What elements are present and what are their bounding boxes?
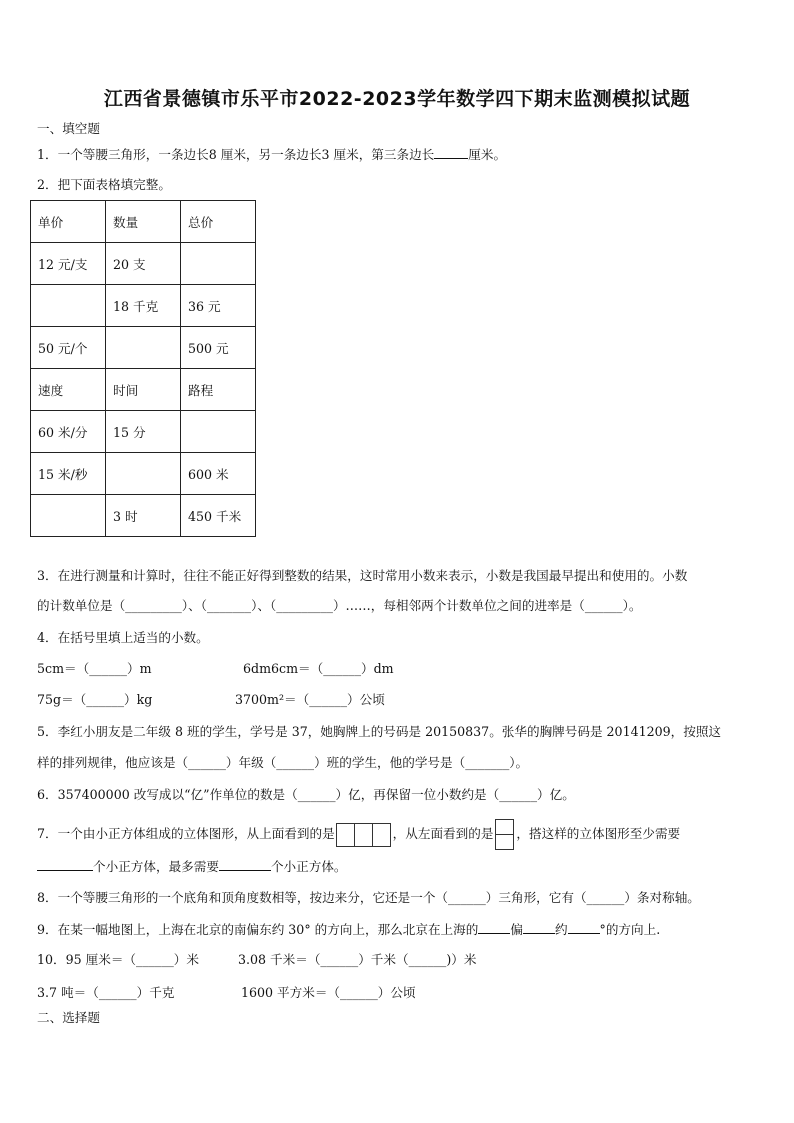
table-row: [31, 369, 256, 411]
table-cell: 500 元: [181, 327, 256, 369]
q4-item-b: 6dm6cm＝（______）dm: [243, 661, 394, 676]
q9-blank-3[interactable]: [568, 921, 600, 934]
question-5-line-1: 5．李红小朋友是二年级 8 班的学生，学号是 37，她胸牌上的号码是 20150837。张华的胸牌号码是 20141209，按照这: [37, 724, 722, 739]
q9-text-c: 约: [554, 922, 568, 937]
q4-item-c: 75g＝（______）kg: [37, 692, 153, 707]
q7-text-b: ，从左面看到的是: [392, 826, 494, 841]
table-cell: 15 分: [106, 411, 181, 453]
q9-blank-2[interactable]: [523, 921, 555, 934]
table-cell: 36 元: [181, 285, 256, 327]
table-cell[interactable]: [106, 327, 181, 369]
fill-table: [30, 200, 256, 537]
table-cell: 时间: [106, 369, 181, 411]
q9-blank-1[interactable]: [478, 921, 510, 934]
table-row: [31, 327, 256, 369]
table-cell: 数量: [106, 201, 181, 243]
table-cell: 18 千克: [106, 285, 181, 327]
section-heading-choice: 二、选择题: [37, 1010, 100, 1025]
q7-text-a: 7．一个由小正方体组成的立体图形，从上面看到的是: [37, 826, 335, 841]
table-cell[interactable]: [31, 285, 106, 327]
question-6: 6．357400000 改写成以“亿”作单位的数是（______）亿，再保留一位小数约是（______）亿。: [37, 787, 575, 802]
q4-item-a: 5cm＝（______）m: [37, 661, 152, 676]
q7-text-d: 个小正方体，最多需要: [93, 859, 219, 874]
question-1: [37, 146, 506, 163]
table-cell: 15 米/秒: [31, 453, 106, 495]
q1-unit: 厘米。: [468, 147, 507, 162]
q7-text-e: 个小正方体。: [270, 859, 347, 874]
question-3-line-1: 3．在进行测量和计算时，往往不能正好得到整数的结果，这时常用小数来表示，小数是我国最早提出和使用的。小数: [37, 568, 688, 583]
table-cell: 单价: [31, 201, 106, 243]
table-row: [31, 285, 256, 327]
q1-blank[interactable]: [434, 146, 468, 159]
table-row: [31, 201, 256, 243]
question-8: 8．一个等腰三角形的一个底角和顶角度数相等，按边来分，它还是一个（______）三角形，它有（______）条对称轴。: [37, 890, 700, 905]
q7-blank-max[interactable]: [219, 858, 271, 871]
question-4-heading: 4．在括号里填上适当的小数。: [37, 630, 209, 645]
question-5-line-2: 样的排列规律，他应该是（______）年级（______）班的学生，他的学号是（_______）。: [37, 755, 529, 770]
table-cell[interactable]: [106, 453, 181, 495]
table-cell: 450 千米: [181, 495, 256, 537]
question-7-line-2: [37, 858, 347, 875]
left-view-figure: [495, 819, 514, 850]
section-heading-fill: 一、填空题: [37, 121, 100, 136]
table-row: [31, 411, 256, 453]
q9-text-a: 9．在某一幅地图上，上海在北京的南偏东约 30° 的方向上，那么北京在上海的: [37, 922, 479, 937]
table-cell: 600 米: [181, 453, 256, 495]
top-view-figure: [337, 822, 391, 847]
q7-blank-min[interactable]: [37, 858, 93, 871]
table-cell: 60 米/分: [31, 411, 106, 453]
q1-text: 1．一个等腰三角形，一条边长8 厘米，另一条边长3 厘米，第三条边长: [37, 147, 435, 162]
table-cell: 速度: [31, 369, 106, 411]
table-row: [31, 453, 256, 495]
question-3-line-2: 的计数单位是（_________）、（_______）、（_________）……，每相邻两个计数单位之间的进率是（______）。: [37, 598, 642, 613]
question-7-line-1: [37, 819, 680, 850]
q10-item-b: 3.08 千米＝（______）千米（______)）米: [238, 952, 477, 967]
question-2: 2．把下面表格填完整。: [37, 177, 171, 192]
q10-item-c: 3.7 吨＝（______）千克: [37, 985, 175, 1000]
q9-text-b: 偏: [510, 922, 523, 937]
table-cell: 3 时: [106, 495, 181, 537]
table-row: [31, 243, 256, 285]
question-9: [37, 921, 660, 938]
table-cell: 总价: [181, 201, 256, 243]
table-cell[interactable]: [181, 411, 256, 453]
table-cell[interactable]: [181, 243, 256, 285]
q10-item-d: 1600 平方米＝（______）公顷: [241, 985, 416, 1000]
table-row: [31, 495, 256, 537]
q4-item-d: 3700m²＝（______）公顷: [235, 692, 385, 707]
table-cell: 20 支: [106, 243, 181, 285]
q9-text-d: °的方向上.: [599, 922, 661, 937]
page-title: 江西省景德镇市乐平市2022-2023学年数学四下期末监测模拟试题: [103, 88, 691, 110]
table-cell: 50 元/个: [31, 327, 106, 369]
q7-text-c: ，搭这样的立体图形至少需要: [516, 826, 681, 841]
table-cell: 12 元/支: [31, 243, 106, 285]
table-cell[interactable]: [31, 495, 106, 537]
table-cell: 路程: [181, 369, 256, 411]
q10-item-a: 10．95 厘米＝（______）米: [37, 952, 199, 967]
